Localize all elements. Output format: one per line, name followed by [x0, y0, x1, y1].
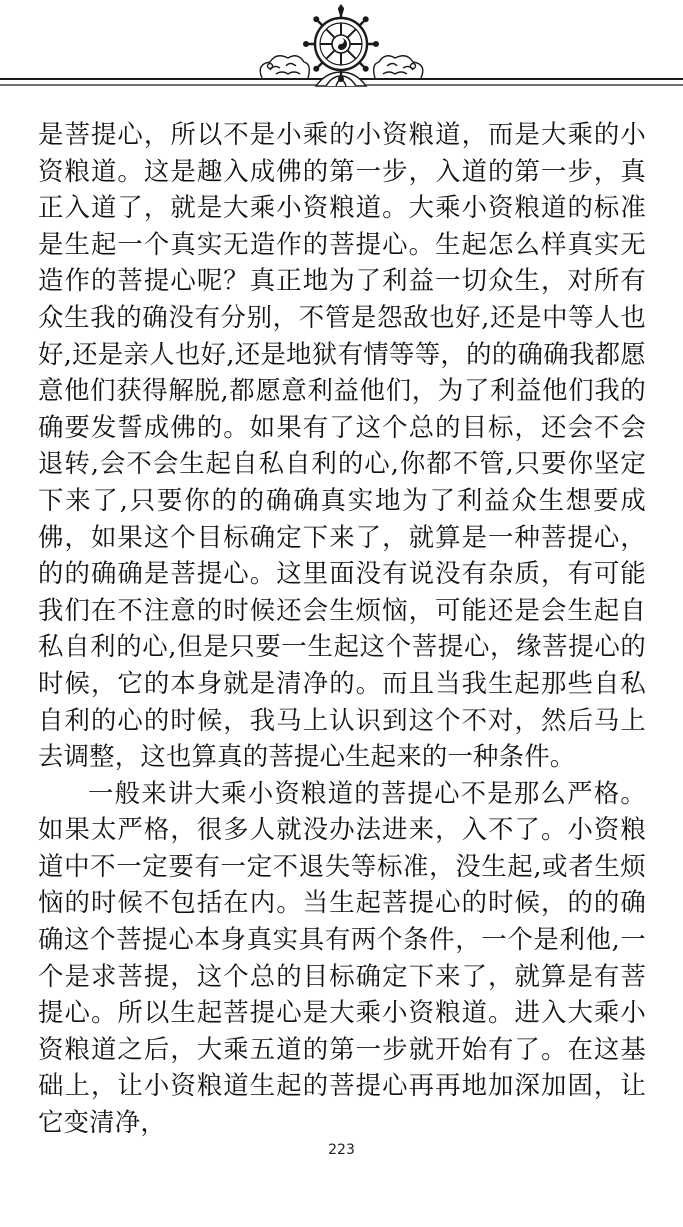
page-body: [38, 116, 646, 1141]
page-number: 223: [328, 1142, 355, 1158]
paragraph: 是菩提心，所以不是小乘的小资粮道，而是大乘的小资粮道。这是趣入成佛的第一步，入道的第一步，真正入道了，就是大乘小资粮道。大乘小资粮道的标准是生起一个真实无造作的菩提心。生起怎么样真实无造作的菩提心呢？真正地为了利益一切众生，对所有众生我的确没有分别，不管是怨敌也好,还是中等人也好,还是亲人也好,还是地狱有情等等，的的确确我都愿意他们获得解脱,都愿意利益他们，为了利益他们我的确要发誓成佛的。如果有了这个总的目标，还会不会退转,会不会生起自私自利的心,你都不管,只要你坚定下来了,只要你的的确确真实地为了利益众生想要成佛，如果这个目标确定下来了，就算是一种菩提心，的的确确是菩提心。这里面没有说没有杂质，有可能我们在不注意的时候还会生烦恼，可能还是会生起自私自利的心,但是只要一生起这个菩提心，缘菩提心的时候，它的本身就是清净的。而且当我生起那些自私自利的心的时候，我马上认识到这个不对，然后马上去调整，这也算真的菩提心生起来的一种条件。: [38, 119, 646, 772]
dharma-wheel-icon: [0, 0, 683, 100]
paragraph: 一般来讲大乘小资粮道的菩提心不是那么严格。如果太严格，很多人就没办法进来，入不了。小资粮道中不一定要有一定不退失等标准，没生起,或者生烦恼的时候不包括在内。当生起菩提心的时候，的的确确这个菩提心本身真实具有两个条件，一个是利他,一个是求菩提，这个总的目标确定下来了，就算是有菩提心。所以生起菩提心是大乘小资粮道。进入大乘小资粮道之后，大乘五道的第一步就开始有了。在这基础上，让小资粮道生起的菩提心再再地加深加固，让它变清净，: [38, 777, 646, 1138]
header-ornament: [0, 0, 683, 100]
